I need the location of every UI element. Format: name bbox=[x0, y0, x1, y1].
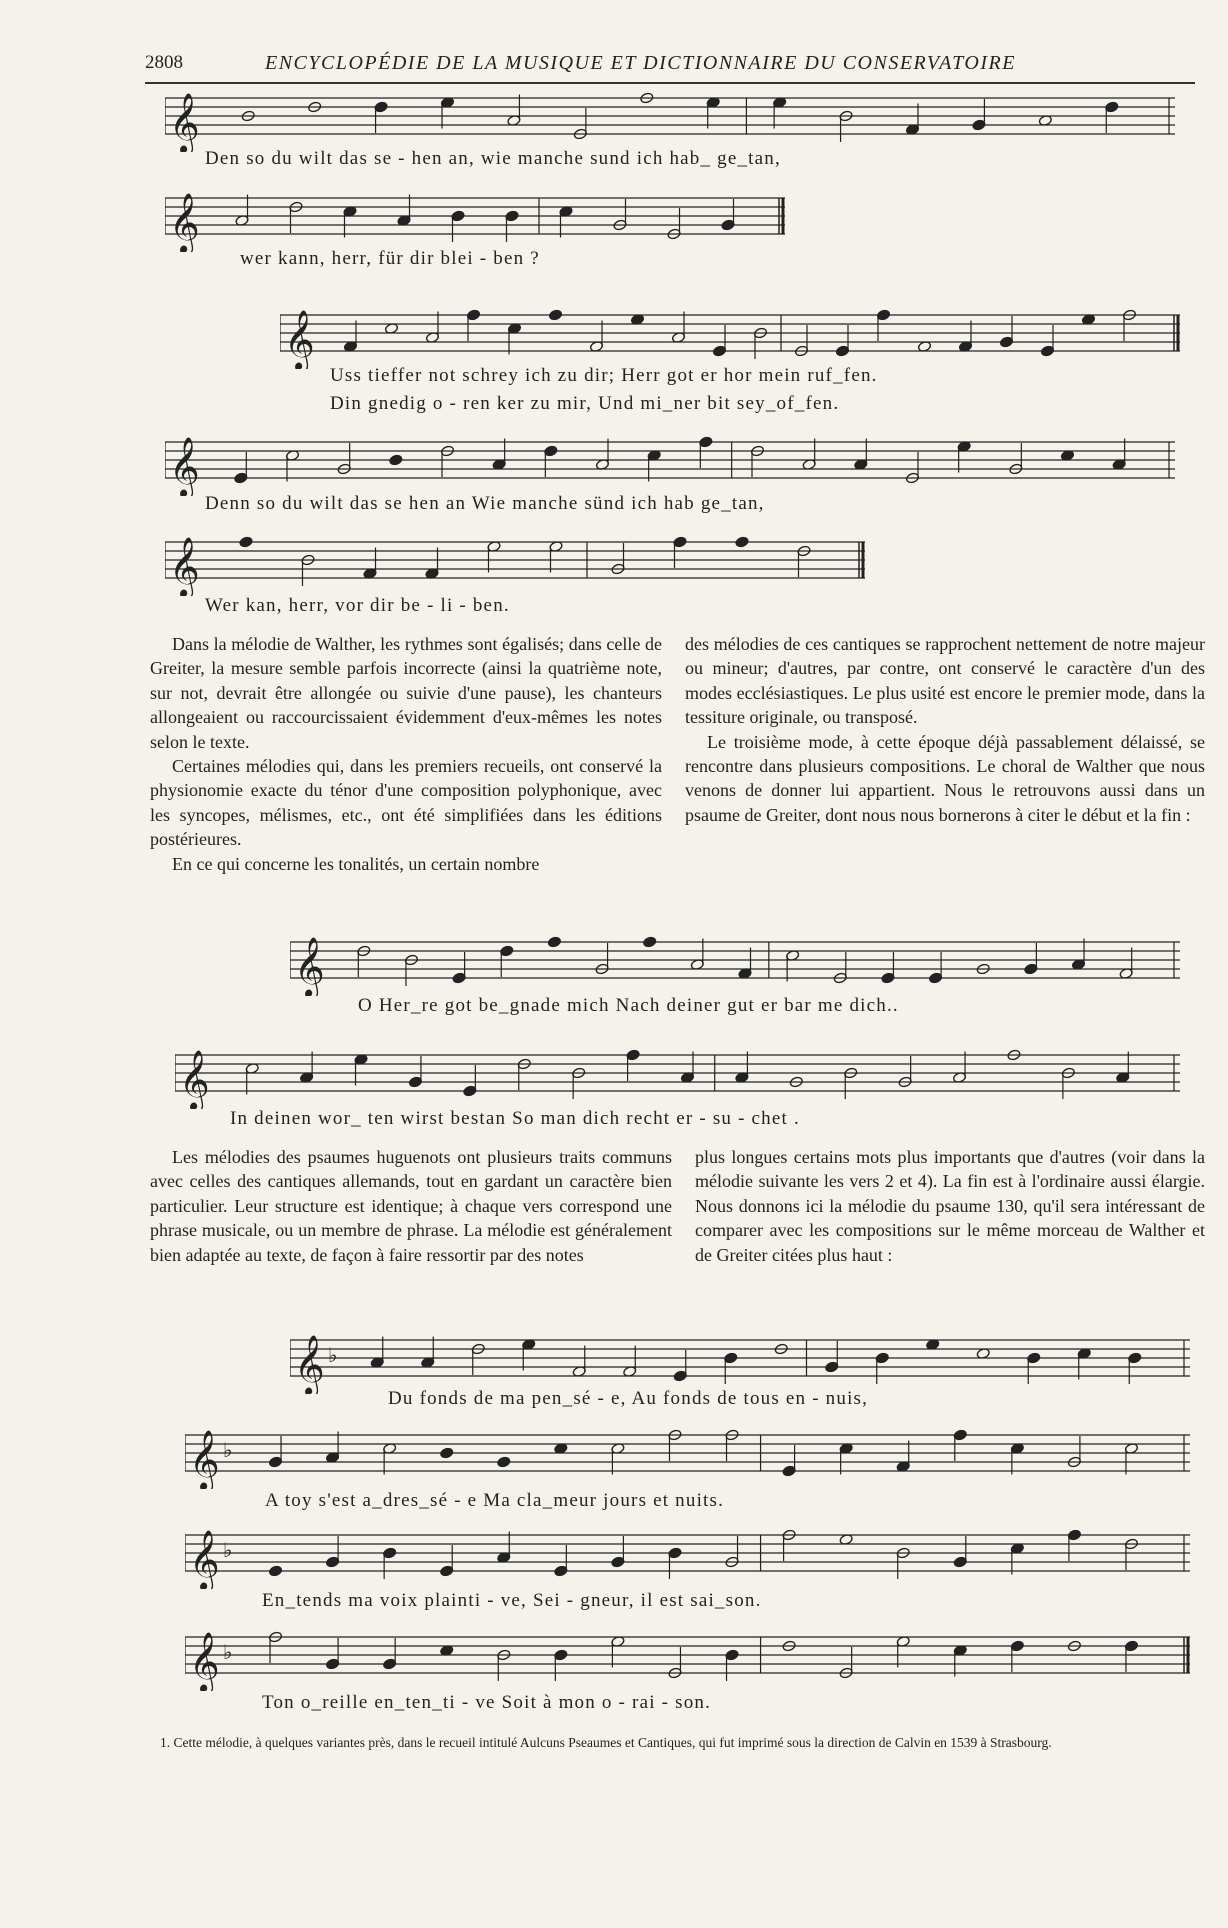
note-head bbox=[268, 1565, 282, 1577]
text-column-left-2 bbox=[150, 1145, 672, 1267]
lyrics-line: Uss tieffer not schrey ich zu dir; Herr got er hor mein ruf_fen. bbox=[330, 365, 878, 386]
lyrics-line: Den so du wilt das se - hen an, wie manche sund ich hab_ ge_tan, bbox=[205, 148, 781, 169]
note-head bbox=[548, 309, 562, 321]
treble-clef: 𝄞 bbox=[169, 193, 200, 252]
treble-clef: 𝄞 bbox=[169, 93, 200, 152]
treble-clef: 𝄞 bbox=[169, 537, 200, 596]
staff bbox=[165, 432, 1175, 496]
page-header bbox=[145, 52, 1080, 82]
flat-sign: ♭ bbox=[223, 1540, 233, 1562]
treble-clef: 𝄞 bbox=[284, 310, 315, 369]
paragraph: Dans la mélodie de Walther, les rythmes sont égalisés; dans celle de Greiter, la mesure semble parfois incorrecte (ainsi la quatrième note, sur not, devrait être allongée ou suivie d'une pause), les chanteurs allongeaient ou raccourcissaient évidemment d'eux-mêmes les notes selon le texte. bbox=[150, 634, 662, 752]
note-head bbox=[389, 454, 403, 466]
lyrics-line: Ton o_reille en_ten_ti - ve Soit à mon o - rai - son. bbox=[262, 1692, 712, 1713]
staff bbox=[165, 88, 1175, 152]
lyrics-line: Wer kan, herr, vor dir be - li - ben. bbox=[205, 595, 510, 616]
treble-clef: 𝄞 bbox=[179, 1050, 210, 1109]
staff bbox=[185, 1627, 1190, 1691]
paragraph: Le troisième mode, à cette époque déjà passablement délaissé, se rencontre dans plusieurs compositions. Le choral de Walther que nous venons de donner lui appartient. Nous le retrouvons aussi dans un psaume de Greiter, dont nous nous bornerons à citer le début et la fin : bbox=[685, 731, 1205, 825]
staff bbox=[290, 1330, 1190, 1394]
paragraph: En ce qui concerne les tonalités, un certain nombre bbox=[172, 853, 540, 874]
note-head bbox=[239, 536, 253, 548]
staff bbox=[185, 1425, 1190, 1489]
note-head bbox=[547, 936, 561, 948]
page-number: 2808 bbox=[145, 52, 183, 73]
treble-clef: 𝄞 bbox=[294, 937, 325, 996]
lyrics-line: In deinen wor_ ten wirst bestan So man dich recht er - su - chet . bbox=[230, 1108, 800, 1129]
staff bbox=[165, 188, 785, 252]
text-column-left bbox=[150, 632, 662, 876]
staff bbox=[290, 932, 1180, 996]
flat-sign: ♭ bbox=[223, 1440, 233, 1462]
header-rule bbox=[145, 82, 1195, 84]
treble-clef: 𝄞 bbox=[189, 1530, 220, 1589]
staff bbox=[280, 305, 1180, 369]
treble-clef: 𝄞 bbox=[294, 1335, 325, 1394]
running-title: ENCYCLOPÉDIE DE LA MUSIQUE ET DICTIONNAIRE DU CONSERVATOIRE bbox=[265, 52, 1016, 74]
lyrics-line: Din gnedig o - ren ker zu mir, Und mi_ner bit sey_of_fen. bbox=[330, 393, 840, 414]
paragraph: Certaines mélodies qui, dans les premiers recueils, ont conservé la physionomie exacte du ténor d'une composition polyphonique, avec les syncopes, mélismes, etc., ont été simplifiées dans les éditions postérieures. bbox=[150, 756, 662, 850]
text-column-right bbox=[685, 632, 1205, 827]
note-head bbox=[735, 536, 749, 548]
treble-clef: 𝄞 bbox=[189, 1430, 220, 1489]
staff bbox=[175, 1045, 1180, 1109]
footnote: 1. Cette mélodie, à quelques variantes près, dans le recueil intitulé Aulcuns Pseaumes et Cantiques, qui fut imprimé sous la direction de Calvin en 1539 à Strasbourg. bbox=[160, 1735, 1052, 1750]
paragraph: des mélodies de ces cantiques se rapprochent nettement de notre majeur ou mineur; d'autres, par contre, ont conservé le caractère d'un des modes ecclésiastiques. Le plus usité est encore le premier mode, dans la tessiture originale, ou transposé. bbox=[685, 634, 1205, 728]
flat-sign: ♭ bbox=[223, 1642, 233, 1664]
staff bbox=[165, 532, 865, 596]
treble-clef: 𝄞 bbox=[169, 437, 200, 496]
staff bbox=[185, 1525, 1190, 1589]
text-column-right-2 bbox=[695, 1145, 1205, 1267]
lyrics-line: Du fonds de ma pen_sé - e, Au fonds de tous en - nuis, bbox=[388, 1388, 869, 1409]
paragraph: Les mélodies des psaumes huguenots ont plusieurs traits communs avec celles des cantiques allemands, tout en gardant un caractère bien particulier. Leur structure est identique; à chaque vers correspond une phrase musicale, ou un membre de phrase. La mélodie est généralement bien adaptée au texte, de façon à faire ressortir par des notes bbox=[150, 1147, 672, 1265]
lyrics-line: wer kann, herr, für dir blei - ben ? bbox=[240, 248, 540, 269]
lyrics-line: En_tends ma voix plainti - ve, Sei - gneur, il est sai_son. bbox=[262, 1590, 762, 1611]
lyrics-line: O Her_re got be_gnade mich Nach deiner gut er bar me dich.. bbox=[358, 995, 899, 1016]
flat-sign: ♭ bbox=[328, 1345, 338, 1367]
treble-clef: 𝄞 bbox=[189, 1632, 220, 1691]
note-head bbox=[643, 936, 657, 948]
lyrics-line: Denn so du wilt das se hen an Wie manche sünd ich hab ge_tan, bbox=[205, 493, 765, 514]
note-head bbox=[440, 1447, 454, 1459]
paragraph: plus longues certains mots plus importants que d'autres (voir dans la mélodie suivante les vers 2 et 4). La fin est à l'ordinaire aussi élargie. Nous donnons ici la mélodie du psaume 130, qu'il sera intéressant de comparer avec les compositions sur le même morceau de Walther et de Greiter citées plus haut : bbox=[695, 1147, 1205, 1265]
note-head bbox=[497, 1456, 511, 1468]
lyrics-line: A toy s'est a_dres_sé - e Ma cla_meur jours et nuits. bbox=[265, 1490, 725, 1511]
